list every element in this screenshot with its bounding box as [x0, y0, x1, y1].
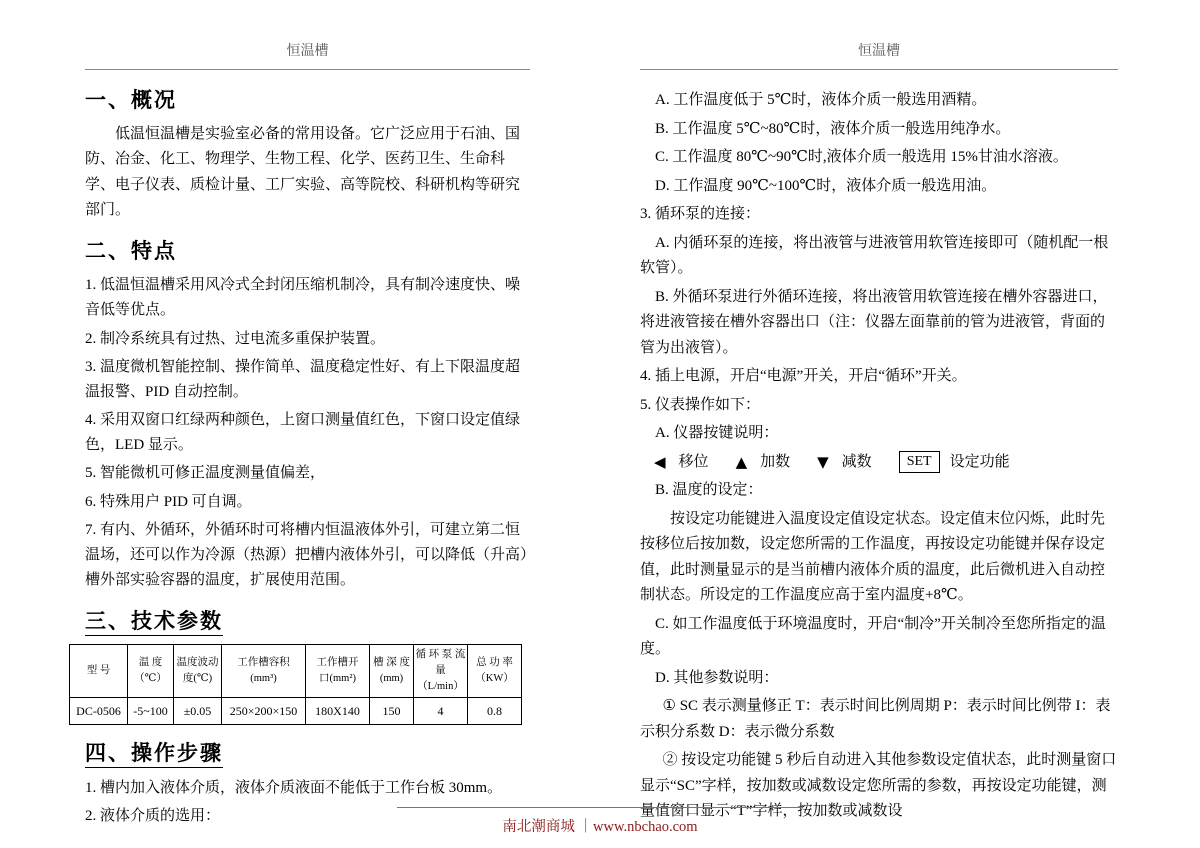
step-item-5c: C. 如工作温度低于环境温度时，开启“制冷”开关制冷至您所指定的温度。 — [640, 615, 1106, 657]
feature-item-4: 4. 采用双窗口红绿两种颜色，上窗口测量值红色，下窗口设定值绿色，LED 显示。 — [85, 412, 521, 454]
cell-model: DC-0506 — [70, 698, 128, 725]
cell-depth: 150 — [370, 698, 414, 725]
table-row — [70, 698, 522, 725]
cell-pump-flow: 4 — [414, 698, 468, 725]
decrease-icon: ▼ — [817, 452, 829, 471]
feature-item-3: 3. 温度微机智能控制、操作简单、温度稳定性好、有上下限温度超温报警、PID 自动控制。 — [85, 358, 521, 400]
col-header-model-l1: 型 号 — [86, 664, 111, 676]
col-header-temperature-l1: 温 度 — [138, 656, 163, 668]
col-header-power-l1: 总 功 率 — [476, 656, 513, 668]
step-item-1: 1. 槽内加入液体介质，液体介质液面不能低于工作台板 30mm。 — [85, 779, 503, 796]
spec-table-header-row — [70, 644, 522, 698]
increase-icon: ▲ — [735, 452, 748, 471]
step-item-5b: B. 温度的设定： — [655, 482, 763, 498]
shift-left-icon: ◀ — [654, 452, 666, 471]
medium-option-b: B. 工作温度 5℃~80℃时，液体介质一般选用纯净水。 — [655, 120, 1011, 137]
footer-text: 南北潮商城 ｜www.nbchao.com — [397, 807, 802, 836]
step-item-5: 5. 仪表操作如下： — [640, 396, 761, 413]
col-header-volume — [222, 644, 306, 698]
feature-item-7: 7. 有内、外循环，外循环时可将槽内恒温液体外引，可建立第二恒温场，还可以作为冷源（热源）把槽内液体外引，可以降低（升高）槽外部实验容器的温度，扩展使用范围。 — [85, 521, 528, 589]
cell-opening: 180X140 — [306, 698, 370, 725]
parameter-note-1: ① SC 表示测量修正 T：表示时间比例周期 P：表示时间比例带 I：表示积分系数 D：表示微分系数 — [640, 698, 1111, 740]
step-item-2: 2. 液体介质的选用： — [85, 807, 221, 824]
running-head-right-text: 恒温槽 — [858, 44, 900, 59]
running-head-left-text: 恒温槽 — [286, 44, 329, 59]
cell-power: 0.8 — [468, 698, 522, 725]
cell-fluctuation: ±0.05 — [174, 698, 222, 725]
col-header-fluctuation — [174, 644, 222, 698]
shift-key-label: 移位 — [678, 453, 709, 470]
step-item-4: 4. 插上电源，开启“电源”开关，开启“循环”开关。 — [640, 368, 967, 384]
section-title-steps — [85, 741, 530, 766]
col-header-fluctuation-l1: 温度波动 — [176, 656, 219, 668]
col-header-opening — [306, 644, 370, 698]
section-title-overview — [85, 88, 530, 113]
running-head-left — [85, 40, 530, 70]
col-header-opening-l2: 口(mm²) — [319, 672, 356, 684]
feature-item-1: 1. 低温恒温槽采用风冷式全封闭压缩机制冷，具有制冷速度快、噪音低等优点。 — [85, 277, 521, 319]
medium-option-a: A. 工作温度低于 5℃时，液体介质一般选用酒精。 — [655, 92, 987, 108]
col-header-power — [468, 644, 522, 698]
cell-volume: 250×200×150 — [222, 698, 306, 725]
col-header-temperature-l2: （℃） — [134, 672, 167, 684]
step-item-3a: A. 内循环泵的连接，将出液管与进液管用软管连接即可（随机配一根软管）。 — [640, 234, 1109, 276]
parameter-note-2: ② 按设定功能键 5 秒后自动进入其他参数设定值状态，此时测量窗口显示“SC”字样，按加数或减数设定您所需的参数，再按设定功能键，测量值窗口显示“T”字样，按加数或减数设 — [640, 752, 1117, 819]
step-item-5d: D. 其他参数说明： — [655, 669, 779, 686]
col-header-depth — [370, 644, 414, 698]
col-header-pump-flow-l1: 循 环 泵 流 — [415, 648, 466, 660]
feature-item-2: 2. 制冷系统具有过热、过电流多重保护装置。 — [85, 330, 386, 347]
feature-item-6: 6. 特殊用户 PID 可自调。 — [85, 493, 252, 510]
increase-key-label: 加数 — [760, 453, 791, 470]
col-header-depth-l1: 槽 深 度 — [373, 656, 410, 668]
col-header-volume-l2: (mm³) — [250, 672, 277, 684]
step-item-3b: B. 外循环泵进行外循环连接，将出液管用软管连接在槽外容器进口，将进液管接在槽外容器出口（注：仪器左面靠前的管为进液管，背面的管为出液管）。 — [640, 288, 1108, 356]
medium-option-d: D. 工作温度 90℃~100℃时，液体介质一般选用油。 — [655, 177, 997, 194]
col-header-model — [70, 644, 128, 698]
section-title-features-text: 二、特点 — [85, 239, 177, 263]
decrease-key-label: 减数 — [841, 453, 872, 470]
col-header-depth-l2: (mm) — [379, 672, 404, 684]
section-title-specs — [85, 609, 530, 634]
col-header-pump-flow-l2: 量（L/min） — [417, 664, 464, 693]
col-header-volume-l1: 工作槽容积 — [237, 656, 290, 668]
temperature-setting-paragraph: 按设定功能键进入温度设定值设定状态。设定值末位闪烁，此时先按移位后按加数，设定您所需的工作温度，再按设定功能键并保存设定值，此时测量显示的是当前槽内液体介质的温度，此后微机进入自动控制状态。所设定的工作温度应高于室内温度+8℃。 — [640, 510, 1106, 603]
section-title-overview-text: 一、概况 — [85, 89, 177, 112]
section-title-features — [85, 239, 530, 264]
step-item-5a: A. 仪器按键说明： — [655, 425, 779, 441]
col-header-opening-l1: 工作槽开 — [316, 656, 359, 668]
set-key: SET — [899, 451, 940, 473]
col-header-power-l2: （KW） — [475, 672, 514, 684]
col-header-pump-flow — [414, 644, 468, 698]
section-title-specs-text: 三、技术参数 — [85, 610, 223, 636]
key-legend — [654, 450, 1118, 476]
cell-temperature: -5~100 — [128, 698, 174, 725]
spec-table — [69, 644, 522, 726]
medium-option-c: C. 工作温度 80℃~90℃时,液体介质一般选用 15%甘油水溶液。 — [655, 149, 1068, 165]
right-column — [640, 88, 1118, 828]
left-column — [76, 88, 530, 832]
running-head-right — [640, 40, 1118, 70]
overview-paragraph: 低温恒温槽是实验室必备的常用设备。它广泛应用于石油、国防、冶金、化工、物理学、生物工程、化学、医药卫生、生命科学、电子仪表、质检计量、工厂实验、高等院校、科研机构等研究部门。 — [85, 126, 521, 218]
col-header-fluctuation-l2: 度(℃) — [182, 672, 213, 684]
col-header-temperature — [128, 644, 174, 698]
section-title-steps-text: 四、操作步骤 — [85, 742, 223, 768]
step-item-3: 3. 循环泵的连接： — [640, 206, 761, 222]
feature-item-5: 5. 智能微机可修正温度测量值偏差， — [85, 465, 326, 482]
page-footer — [0, 807, 1200, 836]
set-key-label: 设定功能 — [949, 453, 1010, 470]
